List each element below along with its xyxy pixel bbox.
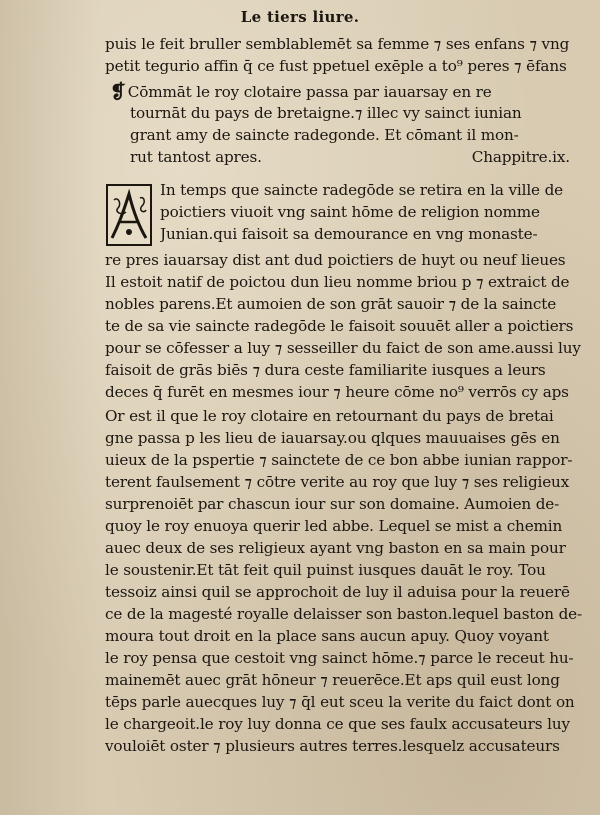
text-line-1: puis le feit bruller semblablemēt sa femme ⁊ ses enfans ⁊ vng [105,35,570,53]
text-line-8: poictiers viuoit vng saint hōme de religion nomme [160,203,540,221]
text-line-31: le chargeoit.le roy luy donna ce que ses faulx accusateurs luy [105,715,570,733]
text-line-20: terent faulsement ⁊ cōtre verite au roy que luy ⁊ ses religieux [105,473,570,491]
text-line-24: le soustenir.Et tāt feit quil puinst iusques dauāt le roy. Tou [105,561,546,579]
text-line-7: In temps que saincte radegōde se retira en la ville de [160,181,563,199]
text-line-14: pour se cōfesser a luy ⁊ sesseiller du faict de son ame.aussi luy [105,339,581,357]
text-line-30: tēps parle auecques luy ⁊ q̄l eut sceu la verite du faict dont on [105,693,575,711]
text-line-26: ce de la magesté royalle delaisser son baston.lequel baston de- [105,605,583,623]
text-line-12: nobles parens.Et aumoien de son grāt sauoir ⁊ de la saincte [105,295,557,313]
text-line-22: quoy le roy enuoya querir led abbe. Lequel se mist a chemin [105,517,563,535]
text-line-11: Il estoit natif de poictou dun lieu nomme briou p ⁊ extraict de [105,273,570,291]
chapter-number: Chappitre.ix. [471,148,570,166]
chapter-heading-text: rut tantost apres. [130,148,262,166]
text-line-15: faisoit de grās biēs ⁊ dura ceste familiarite iusques a leurs [105,361,546,379]
text-line-16: deces q̄ furēt en mesmes iour ⁊ heure cōme no⁹ verrōs cy aps [105,383,569,401]
chapter-heading-line-3: grant amy de saincte radegonde. Et cōmant il mon- [130,126,519,144]
chapter-heading-line-1 [110,81,590,103]
text-line-19: uieux de la pspertie ⁊ sainctete de ce bon abbe iunian rappor- [105,451,573,469]
text-line-27: moura tout droit en la place sans aucun apuy. Quoy voyant [105,627,549,645]
pilcrow-marker-icon: ❡ [110,81,126,103]
text-line-21: surprenoiēt par chascun iour sur son domaine. Aumoien de- [105,495,560,513]
text-line-10: re pres iauarsay dist ant dud poictiers de huyt ou neuf lieues [105,251,566,269]
chapter-heading-line-2: tournāt du pays de bretaigne.⁊ illec vy sainct iunian [130,104,522,122]
text-line-23: auec deux de ses religieux ayant vng baston en sa main pour [105,539,566,557]
text-line-18: gne passa p les lieu de iauarsay.ou qlques mauuaises gēs en [105,429,560,447]
chapter-heading-line-4 [130,147,590,168]
bleed-through-shadow [0,0,100,815]
text-line-29: mainemēt auec grāt hōneur ⁊ reuerēce.Et aps quil eust long [105,671,560,689]
text-line-13: te de sa vie saincte radegōde le faisoit souuēt aller a poictiers [105,317,574,335]
text-line-25: tessoiz ainsi quil se approchoit de luy il aduisa pour la reuerē [105,583,570,601]
chapter-heading-text: Cōmmāt le roy clotaire passa par iauarsay en re [127,83,492,101]
running-header: Le tiers liure. [240,8,360,26]
initial-ornament-icon [108,186,150,244]
text-line-2: petit tegurio affin q̄ ce fust ppetuel exēple a to⁹ peres ⁊ ēfans [105,57,567,75]
text-line-9: Junian.qui faisoit sa demourance en vng monaste- [160,225,538,243]
text-line-28: le roy pensa que cestoit vng sainct hōme.⁊ parce le receut hu- [105,649,574,667]
text-line-32: vouloiēt oster ⁊ plusieurs autres terres.lesquelz accusateurs [105,737,560,755]
text-line-17: Or est il que le roy clotaire en retournant du pays de bretai [105,407,554,425]
decorated-initial [106,184,152,246]
